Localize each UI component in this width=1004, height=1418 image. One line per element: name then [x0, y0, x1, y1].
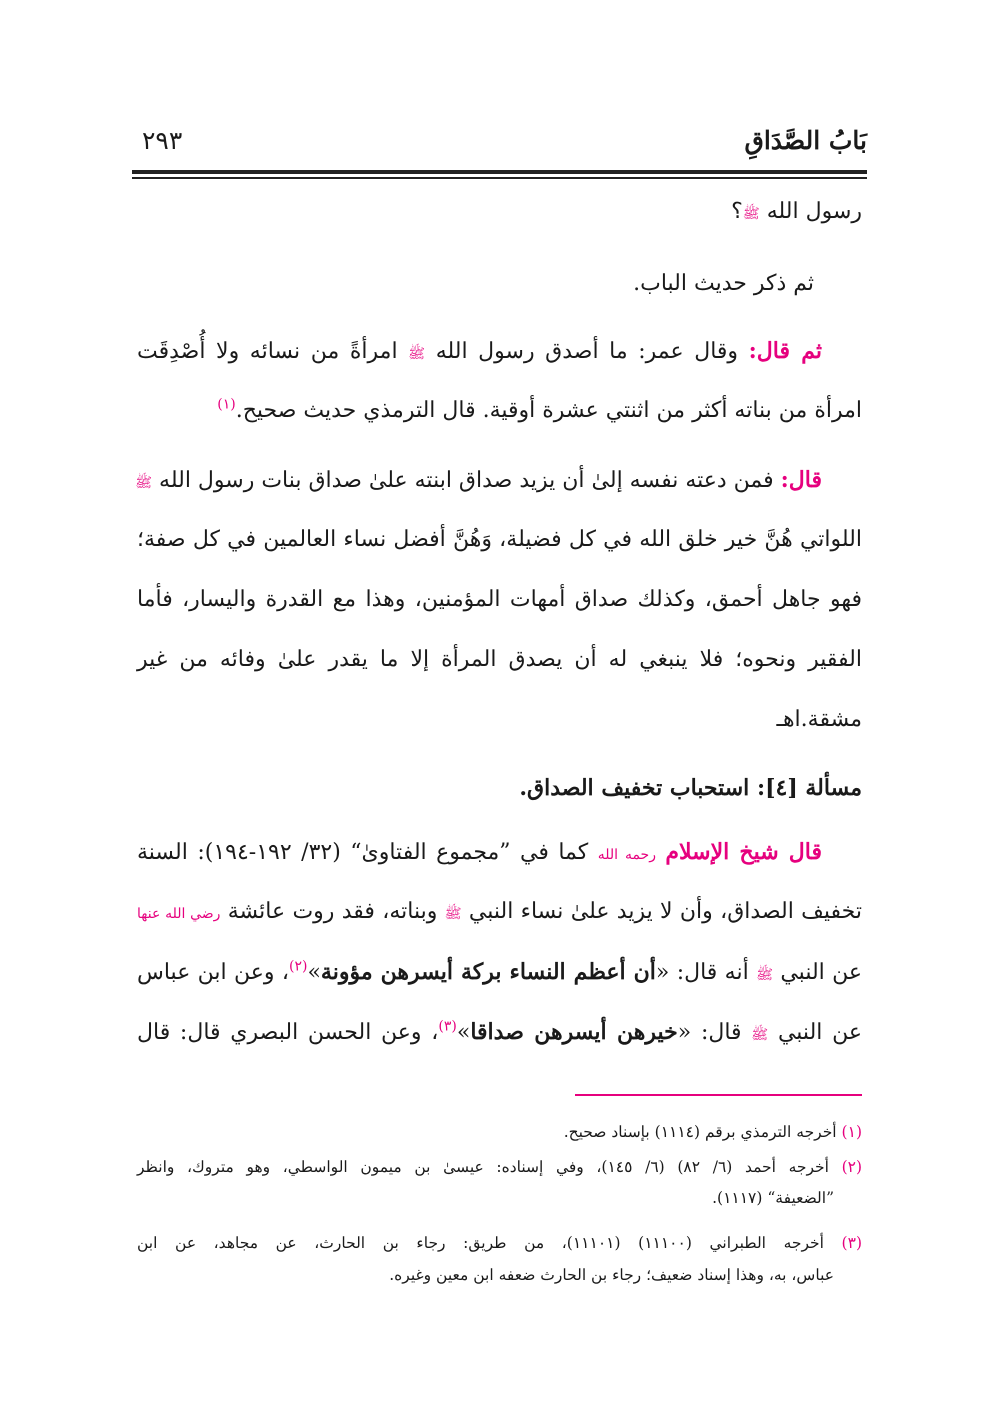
text-span: تخفيف الصداق، وأن لا يزيد علىٰ نساء النبي	[468, 899, 862, 924]
text-line-4	[137, 395, 862, 427]
text-span: »	[456, 1020, 471, 1045]
footnote-number: (٣)	[841, 1234, 862, 1252]
chapter-title: بَابُ الصَّدَاقِ	[744, 126, 867, 155]
keyword-then-said: ثم قال:	[748, 338, 823, 364]
text-line-14	[137, 1016, 862, 1051]
text-span: رسول الله	[766, 199, 862, 224]
text-span: أنه قال: «	[655, 960, 749, 985]
text-line-7: فهو جاهل أحمق، وكذلك صداق أمهات المؤمنين، وهذا مع القدرة واليسار، فأما	[137, 587, 862, 612]
text-line-13	[137, 956, 862, 991]
footnote-separator	[575, 1094, 862, 1096]
footnote-text: أخرجه أحمد (٦/ ٨٢) (٦/ ١٤٥)، وفي إسناده: عيسىٰ بن ميمون الواسطي، وهو متروك، وانظر	[137, 1158, 829, 1176]
footnote-2-cont	[712, 1186, 862, 1210]
footnote-ref-1[interactable]: (١)	[217, 396, 236, 413]
header-rule-thin	[132, 177, 867, 179]
hadith-quote: خيرهن أيسرهن صداقا	[470, 1019, 678, 1045]
honorific-ligature: رضي الله عنها	[137, 906, 221, 922]
footnote-text: أخرجه الترمذي برقم (١١١٤) بإسناد صحيح.	[563, 1123, 837, 1141]
text-span: وبناته، فقد روت عائشة	[227, 899, 438, 924]
footnote-text: عباس، به، وهذا إسناد ضعيف؛ رجاء بن الحارث ضعفه ابن معين وغيره.	[389, 1266, 834, 1284]
text-span: كما في ”مجموع الفتاوىٰ“ (٣٢/ ١٩٢-١٩٤): السنة	[137, 840, 589, 865]
text-line-8: الفقير ونحوه؛ فلا ينبغي له أن يصدق المرأة إلا ما يقدر علىٰ وفائه من غير	[137, 647, 862, 672]
text-span: »	[307, 960, 321, 985]
footnote-1	[137, 1120, 862, 1144]
footnote-text: ”الضعيفة“ (١١١٧).	[712, 1189, 834, 1207]
section-heading: مسألة [٤]: استحباب تخفيف الصداق.	[519, 775, 862, 801]
footnote-2	[137, 1155, 862, 1179]
hadith-quote: أن أعظم النساء بركة أيسرهن مؤونة	[320, 959, 656, 985]
text-span: ثم ذكر حديث الباب.	[633, 271, 814, 296]
honorific-ligature: رحمه الله	[597, 847, 656, 863]
text-line-5	[137, 464, 862, 499]
footnote-text: أخرجه الطبراني (١١١٠٠) (١١١٠١)، من طريق: رجاء بن الحارث، عن مجاهد، عن ابن	[137, 1234, 824, 1252]
honorific-ligature: ﷺ	[742, 206, 760, 222]
footnote-number: (١)	[841, 1123, 862, 1141]
text-line-1	[137, 196, 862, 230]
text-line-6: اللواتي هُنَّ خير خلق الله في كل فضيلة، وَهُنَّ أفضل نساء العالمين في كل صفة؛	[137, 527, 862, 552]
text-span: فمن دعته نفسه إلىٰ أن يزيد صداق ابنته علىٰ صداق بنات رسول الله	[159, 468, 774, 493]
honorific-ligature: ﷺ	[408, 346, 426, 362]
page-number: ٢٩٣	[142, 126, 183, 155]
header-rule-thick	[132, 170, 867, 174]
keyword-sheikh: قال شيخ الإسلام	[665, 839, 823, 865]
footnote-number: (٢)	[841, 1158, 863, 1176]
text-span: قال: «	[677, 1020, 742, 1045]
keyword-said: قال:	[780, 467, 822, 493]
honorific-ligature: ﷺ	[756, 967, 773, 983]
text-span: امرأةً من نسائه ولا أُصْدِقَت	[137, 339, 398, 364]
text-line-9: مشقة.اهـ	[776, 707, 862, 732]
text-span: عن النبي	[780, 960, 862, 985]
footnote-ref-3[interactable]: (٣)	[438, 1018, 457, 1035]
honorific-ligature: ﷺ	[751, 1027, 769, 1043]
text-span: ؟	[731, 199, 743, 224]
text-span: ، وعن ابن عباس	[137, 960, 289, 985]
text-line-12	[137, 896, 862, 930]
footnote-3-cont	[137, 1263, 862, 1287]
text-span: وقال عمر: ما أصدق رسول الله	[435, 339, 739, 364]
footnote-ref-2[interactable]: (٢)	[288, 958, 308, 975]
honorific-ligature: ﷺ	[444, 906, 462, 922]
text-span: عن النبي	[777, 1020, 862, 1045]
honorific-ligature: ﷺ	[135, 475, 153, 491]
text-line-2	[137, 268, 862, 300]
text-span: امرأة من بناته أكثر من اثنتي عشرة أوقية. قال الترمذي حديث صحيح.	[235, 398, 862, 423]
text-line-3	[137, 335, 862, 370]
text-span: ، وعن الحسن البصري قال: قال	[137, 1020, 439, 1045]
footnote-3	[137, 1231, 862, 1255]
text-line-11	[137, 836, 862, 871]
